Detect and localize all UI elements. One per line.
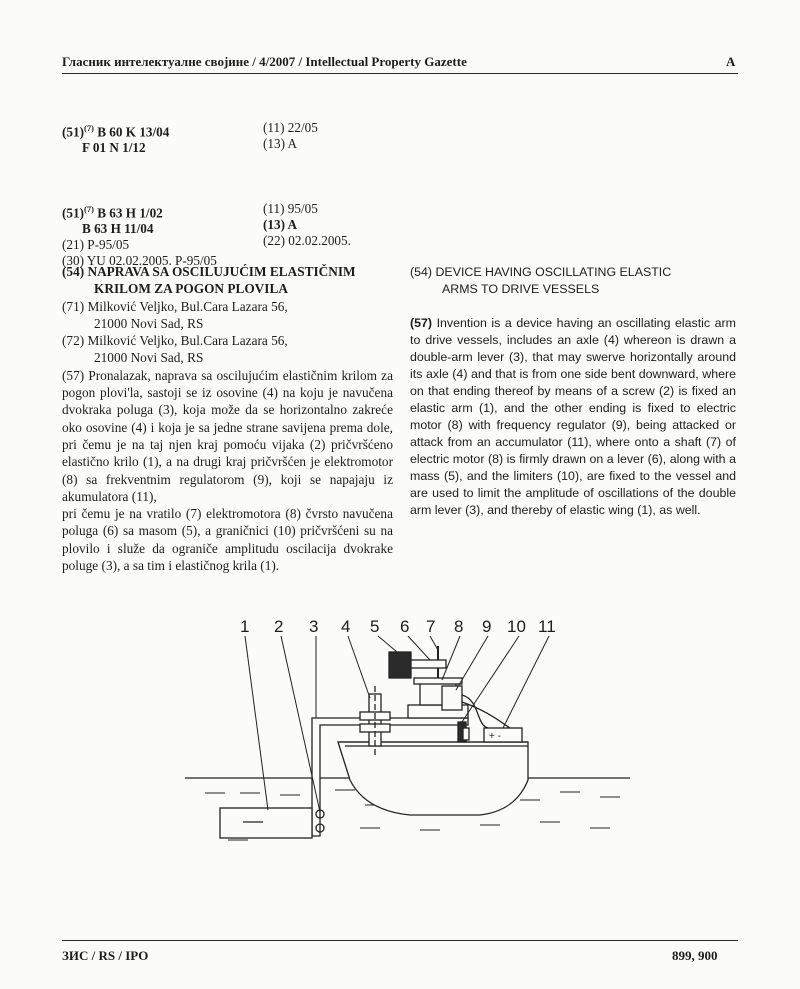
applicant-city: 21000 Novi Sad, RS bbox=[94, 315, 204, 331]
elastic-wing bbox=[220, 808, 312, 838]
ipc-edition: (7) bbox=[83, 204, 94, 214]
document-kind: (13) A bbox=[263, 217, 298, 232]
ipc-code-label: (51) bbox=[62, 124, 84, 140]
serbian-abstract-cont: pri čemu je na vratilo (7) elektromotora (8) čvrsto navučena poluga (6) sa masom (5), a graničnici (10) pričvršćeni su na plovilo i služe da ograniče amplitudu oscilacija dvokrake poluge (3), a sa tim i elastičnog krila (1). bbox=[62, 506, 393, 574]
ipc-class-primary: B 60 K 13/04 bbox=[97, 124, 170, 140]
vessel-hull bbox=[338, 742, 528, 815]
figure-label: 1 bbox=[240, 617, 250, 636]
ipc-code-label: (51) bbox=[62, 205, 84, 221]
publication-number: (11) 22/05 bbox=[263, 120, 318, 135]
footer-publisher: ЗИС / RS / IPO bbox=[62, 948, 149, 963]
ipc-class-secondary: B 63 H 11/04 bbox=[82, 221, 154, 237]
frequency-regulator bbox=[442, 686, 462, 710]
document-kind: (13) A bbox=[263, 136, 298, 151]
figure-label: 2 bbox=[274, 617, 284, 636]
serbian-abstract: (57) Pronalazak, naprava sa oscilujućim elastičnim krilom za pogon plovi'la, sastoji se iz osovine (4) na koju je navučena dvokraka poluga (3), koja može da se horizontalno zakreće oko osovine (4) i koja je sa jedne strane savijena prema dole, pri čemu je na taj njen kraj pomoću vijaka (2) pričvršćeno elastično krilo (1), a na drugi kraj pričvršćen je elektromotor (8) sa frekventnim regulatorom (9), koji se napajaju iz akumulatora (11), bbox=[62, 367, 393, 504]
inventor-city: 21000 Novi Sad, RS bbox=[94, 350, 204, 366]
footer-rule bbox=[62, 940, 738, 941]
page-numbers: 899, 900 bbox=[672, 948, 718, 963]
figure-label: 10 bbox=[507, 617, 526, 636]
ipc-class-secondary: F 01 N 1/12 bbox=[82, 140, 146, 156]
serbian-title: (54) NAPRAVA SA OSCILUJUĆIM ELASTIČNIM bbox=[62, 264, 356, 279]
publication-number: (11) 95/05 bbox=[263, 201, 318, 216]
figure-label: 9 bbox=[482, 617, 492, 636]
english-abstract: Invention is a device having an oscillating elastic arm to drive vessels, includes an axle (4) whereon is drawn a double-arm lever (3), that may swerve horizontally around its axle (4) and that is from one side bent downward, where on that ending thereof by means of a screw (2) is fixed an elastic arm (1), and the other ending is fixed to electric motor (8) with frequency regulator (9), being attacked or attack from an accumulator (11), where onto a shaft (7) of electric motor (8) is firmly drawn on a lever (6), along with a mass (5), and the limiters (10), are fixed to the vessel and are used to limit the amplitude of oscillations of the double arm lever (3), and thereby of elastic wing (1), as well. bbox=[410, 316, 736, 517]
section-letter: A bbox=[726, 54, 736, 69]
filing-date: (22) 02.02.2005. bbox=[263, 233, 351, 248]
figure-label: 4 bbox=[341, 617, 351, 636]
figure-label: 3 bbox=[309, 617, 319, 636]
priority-data: (30) YU 02.02.2005. P-95/05 bbox=[62, 253, 217, 269]
battery-terminals: + - bbox=[489, 731, 501, 742]
gazette-header-title: Гласник интелектуалне својине / 4/2007 / Intellectual Property Gazette bbox=[62, 54, 467, 69]
ipc-class-primary: B 63 H 1/02 bbox=[97, 205, 163, 221]
inventor: (72) Milković Veljko, Bul.Cara Lazara 56, bbox=[62, 333, 288, 349]
english-title: (54) DEVICE HAVING OSCILLATING ELASTIC bbox=[410, 265, 672, 279]
english-title-cont: ARMS TO DRIVE VESSELS bbox=[442, 282, 600, 296]
figure-label: 7 bbox=[426, 617, 436, 636]
applicant: (71) Milković Veljko, Bul.Cara Lazara 56, bbox=[62, 298, 288, 314]
ipc-edition: (7) bbox=[83, 123, 94, 133]
mass bbox=[389, 652, 411, 678]
figure-label: 5 bbox=[370, 617, 380, 636]
mass-lever bbox=[410, 660, 446, 668]
abstract-code: (57) bbox=[410, 316, 433, 330]
serbian-title-cont: KRILOM ZA POGON PLOVILA bbox=[94, 281, 288, 297]
figure-label: 11 bbox=[538, 617, 556, 636]
figure-label: 8 bbox=[454, 617, 464, 636]
figure-label: 6 bbox=[400, 617, 410, 636]
application-number: (21) P-95/05 bbox=[62, 237, 130, 253]
